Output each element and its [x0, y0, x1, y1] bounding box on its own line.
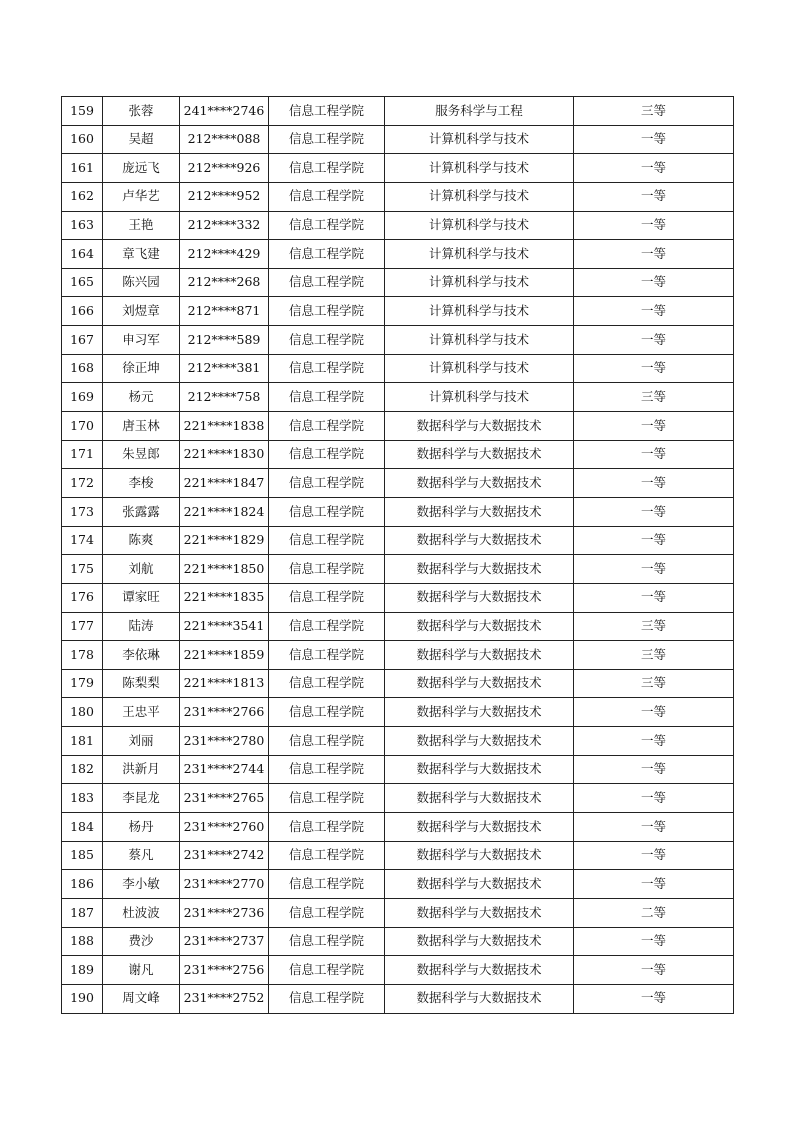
student-id-cell: 231****2744	[180, 755, 269, 784]
college-cell: 信息工程学院	[269, 440, 385, 469]
student-id-cell: 221****1847	[180, 469, 269, 498]
college-cell: 信息工程学院	[269, 956, 385, 985]
row-number-cell: 174	[62, 526, 103, 555]
award-level-cell: 一等	[574, 326, 734, 355]
table-row	[62, 583, 734, 612]
major-cell: 数据科学与大数据技术	[385, 956, 574, 985]
award-level-cell: 一等	[574, 727, 734, 756]
major-cell: 计算机科学与技术	[385, 326, 574, 355]
table-row	[62, 813, 734, 842]
college-cell: 信息工程学院	[269, 698, 385, 727]
student-id-cell: 221****1850	[180, 555, 269, 584]
student-name-cell: 刘航	[103, 555, 180, 584]
college-cell: 信息工程学院	[269, 984, 385, 1013]
award-level-cell: 一等	[574, 555, 734, 584]
major-cell: 数据科学与大数据技术	[385, 412, 574, 441]
student-name-cell: 周文峰	[103, 984, 180, 1013]
row-number-cell: 176	[62, 583, 103, 612]
college-cell: 信息工程学院	[269, 97, 385, 126]
student-name-cell: 李梭	[103, 469, 180, 498]
college-cell: 信息工程学院	[269, 841, 385, 870]
table-row	[62, 526, 734, 555]
student-id-cell: 231****2766	[180, 698, 269, 727]
student-name-cell: 杨元	[103, 383, 180, 412]
table-row	[62, 211, 734, 240]
award-level-cell: 一等	[574, 240, 734, 269]
major-cell: 数据科学与大数据技术	[385, 813, 574, 842]
student-name-cell: 杜波波	[103, 898, 180, 927]
student-name-cell: 蔡凡	[103, 841, 180, 870]
student-name-cell: 王艳	[103, 211, 180, 240]
student-id-cell: 231****2756	[180, 956, 269, 985]
college-cell: 信息工程学院	[269, 125, 385, 154]
table-row	[62, 698, 734, 727]
row-number-cell: 181	[62, 727, 103, 756]
college-cell: 信息工程学院	[269, 412, 385, 441]
student-name-cell: 陆涛	[103, 612, 180, 641]
award-level-cell: 一等	[574, 412, 734, 441]
table-row	[62, 125, 734, 154]
college-cell: 信息工程学院	[269, 497, 385, 526]
major-cell: 数据科学与大数据技术	[385, 641, 574, 670]
table-row	[62, 412, 734, 441]
student-id-cell: 212****589	[180, 326, 269, 355]
college-cell: 信息工程学院	[269, 755, 385, 784]
row-number-cell: 188	[62, 927, 103, 956]
award-level-cell: 一等	[574, 354, 734, 383]
row-number-cell: 159	[62, 97, 103, 126]
major-cell: 数据科学与大数据技术	[385, 898, 574, 927]
college-cell: 信息工程学院	[269, 326, 385, 355]
college-cell: 信息工程学院	[269, 240, 385, 269]
student-id-cell: 212****088	[180, 125, 269, 154]
student-id-cell: 221****1824	[180, 497, 269, 526]
student-id-cell: 212****429	[180, 240, 269, 269]
award-level-cell: 三等	[574, 612, 734, 641]
major-cell: 数据科学与大数据技术	[385, 612, 574, 641]
student-id-cell: 221****1859	[180, 641, 269, 670]
row-number-cell: 184	[62, 813, 103, 842]
student-name-cell: 卢华艺	[103, 182, 180, 211]
award-level-cell: 一等	[574, 956, 734, 985]
table-row	[62, 727, 734, 756]
major-cell: 服务科学与工程	[385, 97, 574, 126]
award-level-cell: 一等	[574, 927, 734, 956]
major-cell: 数据科学与大数据技术	[385, 497, 574, 526]
student-name-cell: 朱昱郎	[103, 440, 180, 469]
student-id-cell: 221****1813	[180, 669, 269, 698]
row-number-cell: 175	[62, 555, 103, 584]
student-name-cell: 刘丽	[103, 727, 180, 756]
student-id-cell: 231****2742	[180, 841, 269, 870]
student-id-cell: 221****1830	[180, 440, 269, 469]
major-cell: 数据科学与大数据技术	[385, 526, 574, 555]
student-id-cell: 221****1838	[180, 412, 269, 441]
college-cell: 信息工程学院	[269, 813, 385, 842]
student-name-cell: 李依琳	[103, 641, 180, 670]
student-id-cell: 212****926	[180, 154, 269, 183]
table-row	[62, 927, 734, 956]
table-row	[62, 297, 734, 326]
row-number-cell: 167	[62, 326, 103, 355]
row-number-cell: 180	[62, 698, 103, 727]
award-level-cell: 一等	[574, 268, 734, 297]
major-cell: 数据科学与大数据技术	[385, 583, 574, 612]
table-row	[62, 784, 734, 813]
student-id-cell: 212****332	[180, 211, 269, 240]
row-number-cell: 170	[62, 412, 103, 441]
table-row	[62, 555, 734, 584]
table-row	[62, 469, 734, 498]
award-level-cell: 三等	[574, 669, 734, 698]
student-name-cell: 陈兴园	[103, 268, 180, 297]
table-row	[62, 240, 734, 269]
row-number-cell: 189	[62, 956, 103, 985]
student-name-cell: 张蓉	[103, 97, 180, 126]
college-cell: 信息工程学院	[269, 354, 385, 383]
student-name-cell: 庞远飞	[103, 154, 180, 183]
major-cell: 计算机科学与技术	[385, 383, 574, 412]
major-cell: 数据科学与大数据技术	[385, 927, 574, 956]
table-row	[62, 154, 734, 183]
table-row	[62, 841, 734, 870]
row-number-cell: 190	[62, 984, 103, 1013]
student-id-cell: 231****2760	[180, 813, 269, 842]
row-number-cell: 166	[62, 297, 103, 326]
row-number-cell: 187	[62, 898, 103, 927]
award-level-cell: 二等	[574, 898, 734, 927]
award-level-cell: 一等	[574, 841, 734, 870]
student-id-cell: 231****2737	[180, 927, 269, 956]
award-level-cell: 一等	[574, 698, 734, 727]
student-id-cell: 212****381	[180, 354, 269, 383]
row-number-cell: 160	[62, 125, 103, 154]
major-cell: 数据科学与大数据技术	[385, 440, 574, 469]
student-name-cell: 李昆龙	[103, 784, 180, 813]
student-name-cell: 洪新月	[103, 755, 180, 784]
row-number-cell: 183	[62, 784, 103, 813]
table-row	[62, 870, 734, 899]
table-row	[62, 268, 734, 297]
student-name-cell: 陈梨梨	[103, 669, 180, 698]
major-cell: 数据科学与大数据技术	[385, 984, 574, 1013]
college-cell: 信息工程学院	[269, 784, 385, 813]
award-level-cell: 一等	[574, 583, 734, 612]
major-cell: 计算机科学与技术	[385, 240, 574, 269]
college-cell: 信息工程学院	[269, 927, 385, 956]
student-name-cell: 杨丹	[103, 813, 180, 842]
college-cell: 信息工程学院	[269, 555, 385, 584]
student-name-cell: 徐正坤	[103, 354, 180, 383]
row-number-cell: 182	[62, 755, 103, 784]
college-cell: 信息工程学院	[269, 383, 385, 412]
award-level-cell: 三等	[574, 641, 734, 670]
table-row	[62, 182, 734, 211]
table-row	[62, 383, 734, 412]
row-number-cell: 161	[62, 154, 103, 183]
college-cell: 信息工程学院	[269, 154, 385, 183]
major-cell: 计算机科学与技术	[385, 354, 574, 383]
award-level-cell: 一等	[574, 182, 734, 211]
student-id-cell: 221****1829	[180, 526, 269, 555]
row-number-cell: 178	[62, 641, 103, 670]
roster-body	[62, 97, 734, 1014]
student-name-cell: 刘煜章	[103, 297, 180, 326]
award-level-cell: 一等	[574, 125, 734, 154]
major-cell: 数据科学与大数据技术	[385, 755, 574, 784]
award-level-cell: 一等	[574, 984, 734, 1013]
table-row	[62, 612, 734, 641]
college-cell: 信息工程学院	[269, 727, 385, 756]
award-level-cell: 一等	[574, 211, 734, 240]
college-cell: 信息工程学院	[269, 612, 385, 641]
award-level-cell: 一等	[574, 469, 734, 498]
table-row	[62, 440, 734, 469]
student-name-cell: 章飞建	[103, 240, 180, 269]
row-number-cell: 177	[62, 612, 103, 641]
row-number-cell: 165	[62, 268, 103, 297]
row-number-cell: 162	[62, 182, 103, 211]
major-cell: 数据科学与大数据技术	[385, 870, 574, 899]
table-row	[62, 497, 734, 526]
student-id-cell: 221****1835	[180, 583, 269, 612]
student-id-cell: 212****758	[180, 383, 269, 412]
award-level-cell: 一等	[574, 813, 734, 842]
student-id-cell: 221****3541	[180, 612, 269, 641]
college-cell: 信息工程学院	[269, 669, 385, 698]
table-row	[62, 354, 734, 383]
major-cell: 数据科学与大数据技术	[385, 784, 574, 813]
major-cell: 数据科学与大数据技术	[385, 727, 574, 756]
major-cell: 计算机科学与技术	[385, 211, 574, 240]
table-row	[62, 755, 734, 784]
major-cell: 计算机科学与技术	[385, 125, 574, 154]
award-level-cell: 一等	[574, 154, 734, 183]
table-row	[62, 641, 734, 670]
student-id-cell: 212****268	[180, 268, 269, 297]
scholarship-roster-table	[61, 96, 734, 1014]
student-id-cell: 231****2736	[180, 898, 269, 927]
student-id-cell: 231****2765	[180, 784, 269, 813]
student-id-cell: 231****2770	[180, 870, 269, 899]
student-id-cell: 212****952	[180, 182, 269, 211]
major-cell: 数据科学与大数据技术	[385, 698, 574, 727]
student-name-cell: 费沙	[103, 927, 180, 956]
student-id-cell: 212****871	[180, 297, 269, 326]
student-id-cell: 241****2746	[180, 97, 269, 126]
award-level-cell: 一等	[574, 870, 734, 899]
award-level-cell: 三等	[574, 383, 734, 412]
student-id-cell: 231****2780	[180, 727, 269, 756]
award-level-cell: 一等	[574, 440, 734, 469]
student-name-cell: 申习军	[103, 326, 180, 355]
award-level-cell: 一等	[574, 497, 734, 526]
major-cell: 计算机科学与技术	[385, 297, 574, 326]
major-cell: 数据科学与大数据技术	[385, 669, 574, 698]
award-level-cell: 一等	[574, 526, 734, 555]
college-cell: 信息工程学院	[269, 641, 385, 670]
table-row	[62, 956, 734, 985]
row-number-cell: 186	[62, 870, 103, 899]
major-cell: 计算机科学与技术	[385, 268, 574, 297]
student-name-cell: 张露露	[103, 497, 180, 526]
row-number-cell: 163	[62, 211, 103, 240]
table-row	[62, 669, 734, 698]
major-cell: 数据科学与大数据技术	[385, 841, 574, 870]
student-name-cell: 谢凡	[103, 956, 180, 985]
award-level-cell: 三等	[574, 97, 734, 126]
major-cell: 数据科学与大数据技术	[385, 469, 574, 498]
major-cell: 计算机科学与技术	[385, 154, 574, 183]
student-id-cell: 231****2752	[180, 984, 269, 1013]
college-cell: 信息工程学院	[269, 898, 385, 927]
row-number-cell: 173	[62, 497, 103, 526]
award-level-cell: 一等	[574, 784, 734, 813]
major-cell: 数据科学与大数据技术	[385, 555, 574, 584]
student-name-cell: 唐玉林	[103, 412, 180, 441]
table-row	[62, 97, 734, 126]
student-name-cell: 吴超	[103, 125, 180, 154]
table-row	[62, 984, 734, 1013]
college-cell: 信息工程学院	[269, 182, 385, 211]
major-cell: 计算机科学与技术	[385, 182, 574, 211]
college-cell: 信息工程学院	[269, 870, 385, 899]
row-number-cell: 179	[62, 669, 103, 698]
row-number-cell: 171	[62, 440, 103, 469]
table-row	[62, 898, 734, 927]
table-row	[62, 326, 734, 355]
student-name-cell: 陈爽	[103, 526, 180, 555]
college-cell: 信息工程学院	[269, 211, 385, 240]
college-cell: 信息工程学院	[269, 297, 385, 326]
row-number-cell: 164	[62, 240, 103, 269]
row-number-cell: 169	[62, 383, 103, 412]
award-level-cell: 一等	[574, 755, 734, 784]
college-cell: 信息工程学院	[269, 268, 385, 297]
student-name-cell: 谭家旺	[103, 583, 180, 612]
student-name-cell: 李小敏	[103, 870, 180, 899]
college-cell: 信息工程学院	[269, 526, 385, 555]
student-name-cell: 王忠平	[103, 698, 180, 727]
college-cell: 信息工程学院	[269, 583, 385, 612]
row-number-cell: 168	[62, 354, 103, 383]
college-cell: 信息工程学院	[269, 469, 385, 498]
row-number-cell: 185	[62, 841, 103, 870]
row-number-cell: 172	[62, 469, 103, 498]
award-level-cell: 一等	[574, 297, 734, 326]
